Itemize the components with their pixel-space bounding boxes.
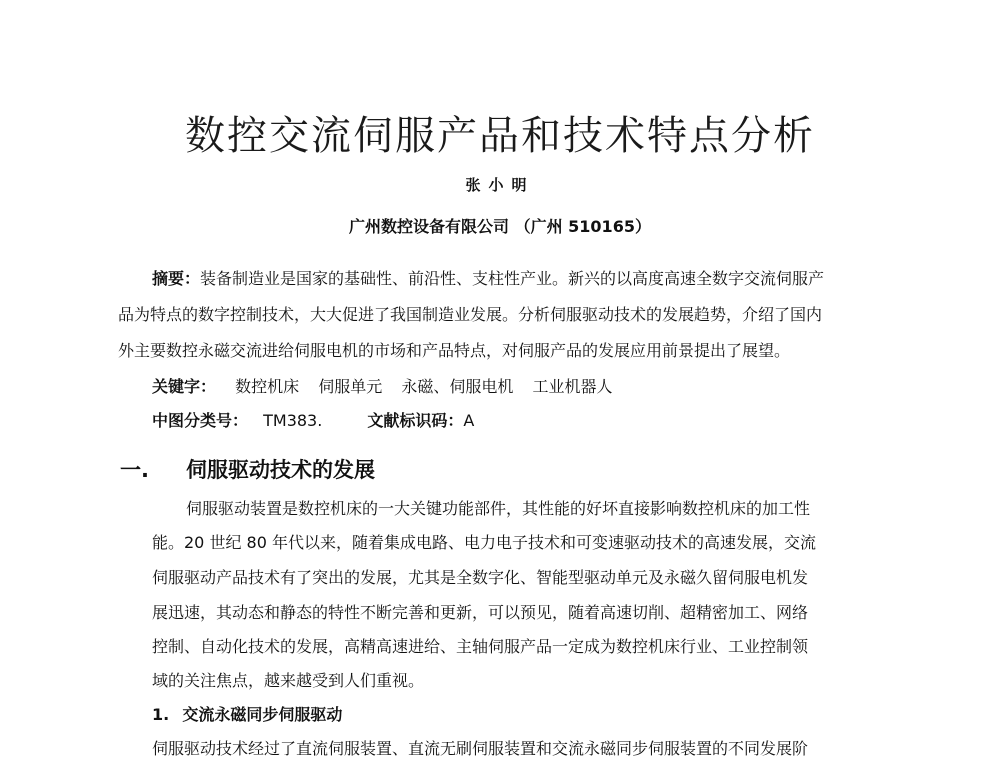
clc-label: 中图分类号： bbox=[152, 411, 249, 430]
author-name: 张小明 bbox=[465, 176, 535, 194]
subsection-heading bbox=[152, 702, 342, 725]
subsection-title: 交流永磁同步伺服驱动 bbox=[182, 705, 343, 724]
clc-value: TM383. bbox=[263, 411, 323, 430]
body-line: 域的关注焦点，越来越受到人们重视。 bbox=[152, 671, 425, 690]
keywords-line bbox=[152, 374, 612, 397]
abstract-line-3: 外主要数控永磁交流进给伺服电机的市场和产品特点，对伺服产品的发展应用前景提出了展望。 bbox=[118, 341, 791, 360]
body-line: 展迅速，其动态和静态的特性不断完善和更新，可以预见，随着高速切削、超精密加工、网络 bbox=[152, 603, 809, 622]
section-title: 伺服驱动技术的发展 bbox=[186, 458, 375, 482]
doc-code-label: 文献标识码： bbox=[367, 411, 464, 430]
keyword-item: 永磁、伺服电机 bbox=[401, 377, 514, 396]
keyword-item: 工业机器人 bbox=[532, 377, 613, 396]
classification-line bbox=[152, 408, 474, 431]
keywords-label: 关键字： bbox=[152, 377, 217, 396]
abstract-line-2: 品为特点的数字控制技术，大大促进了我国制造业发展。分析伺服驱动技术的发展趋势，介绍了国内 bbox=[118, 305, 823, 324]
keyword-item: 数控机床 bbox=[235, 377, 300, 396]
paper-title: 数控交流伺服产品和技术特点分析 bbox=[185, 113, 815, 159]
keyword-item: 伺服单元 bbox=[318, 377, 383, 396]
body-line: 能。20 世纪 80 年代以来，随着集成电路、电力电子技术和可变速驱动技术的高速发展，交流 bbox=[152, 533, 816, 552]
body-line: 伺服驱动产品技术有了突出的发展，尤其是全数字化、智能型驱动单元及永磁久留伺服电机发 bbox=[152, 568, 809, 587]
section-number: 一. bbox=[120, 458, 149, 482]
body-line: 伺服驱动技术经过了直流伺服装置、直流无刷伺服装置和交流永磁同步伺服装置的不同发展阶 bbox=[152, 739, 809, 758]
abstract-line-1: 摘要：装备制造业是国家的基础性、前沿性、支柱性产业。新兴的以高度高速全数字交流伺服产 bbox=[152, 269, 825, 288]
affiliation: 广州数控设备有限公司 （广州 510165） bbox=[349, 217, 651, 236]
abstract-label: 摘要： bbox=[152, 269, 201, 288]
body-line: 伺服驱动装置是数控机床的一大关键功能部件，其性能的好坏直接影响数控机床的加工性 bbox=[186, 499, 811, 518]
subsection-number: 1. bbox=[152, 705, 170, 724]
body-line: 控制、自动化技术的发展，高精高速进给、主轴伺服产品一定成为数控机床行业、工业控制领 bbox=[152, 637, 809, 656]
doc-code-value: A bbox=[463, 411, 475, 430]
